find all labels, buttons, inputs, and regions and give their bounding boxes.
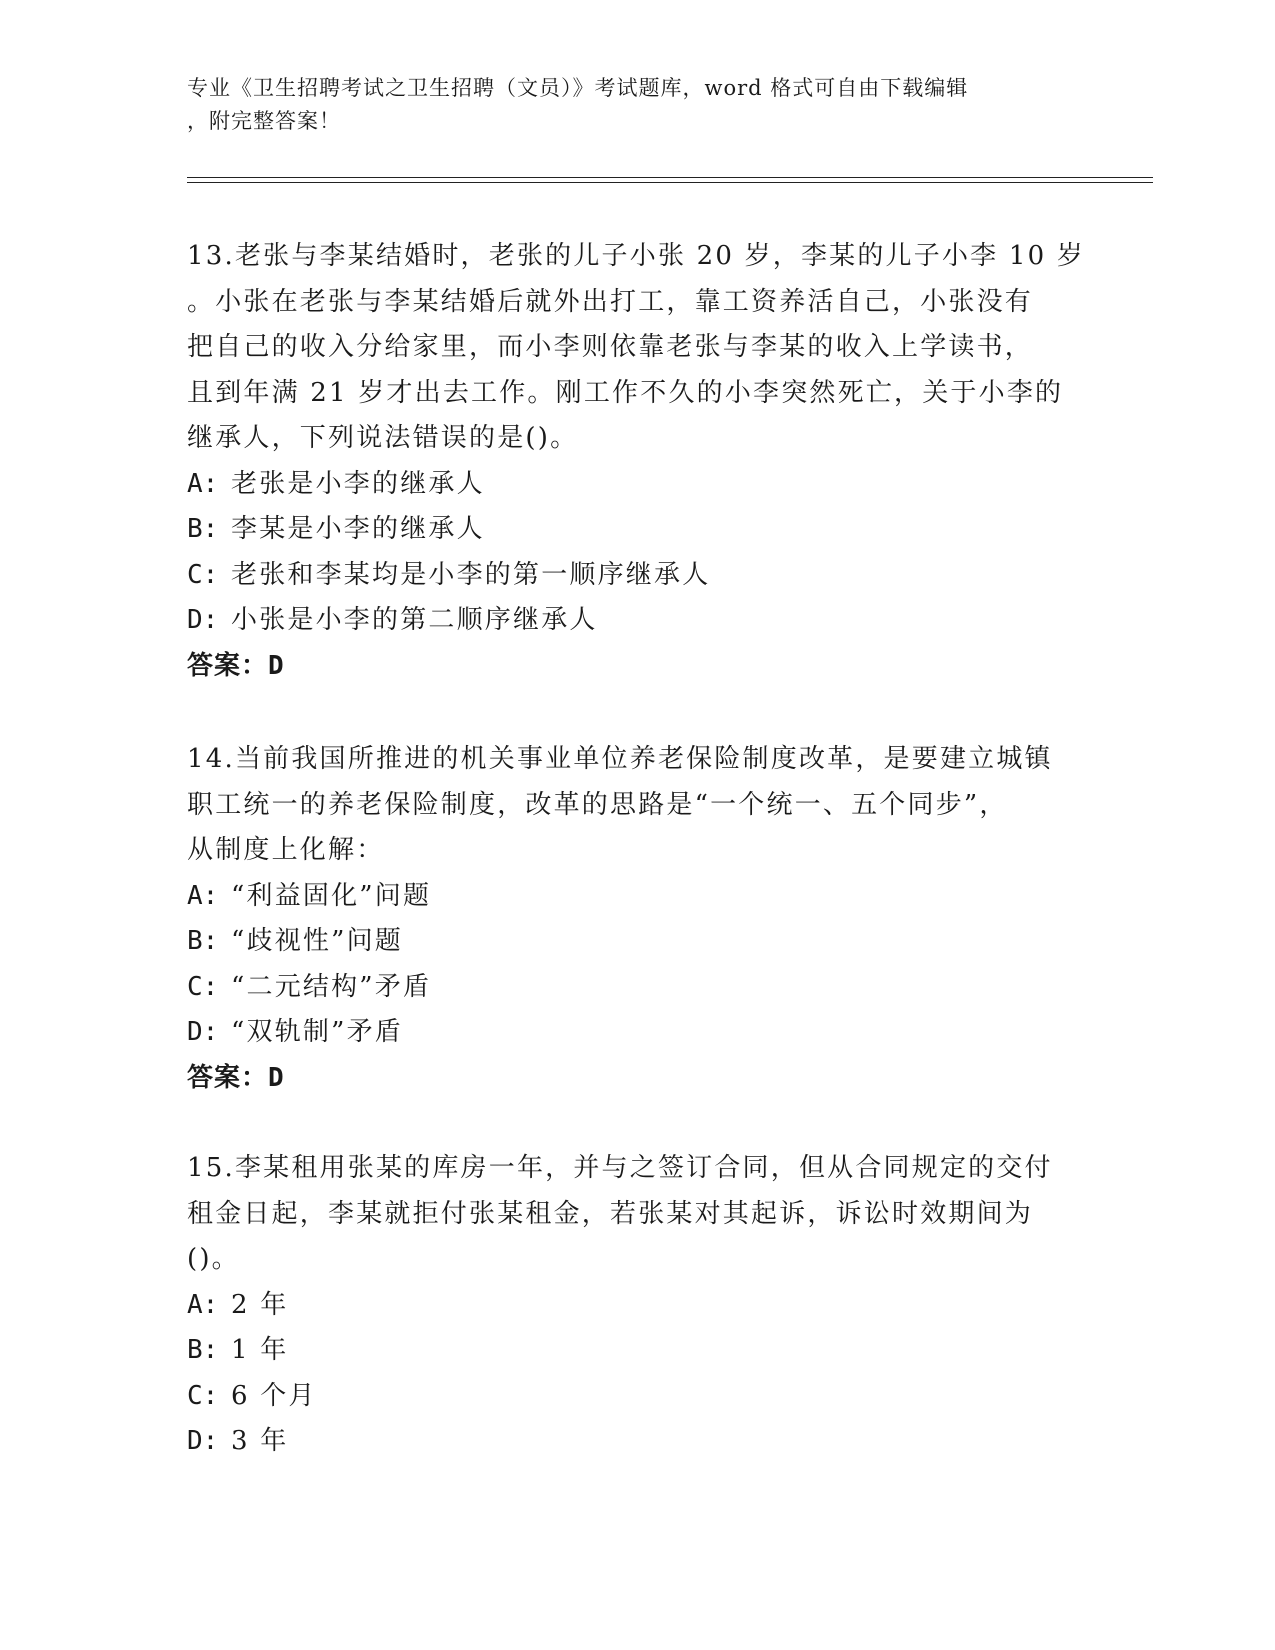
option-letter: D: <box>187 1426 219 1456</box>
option-letter: A: <box>187 1289 219 1320</box>
option-d <box>187 1419 1087 1465</box>
option-letter: D: <box>187 605 219 635</box>
option-text: “双轨制”矛盾 <box>231 1017 403 1047</box>
option-a <box>187 874 1087 920</box>
option-d <box>187 1010 1087 1056</box>
option-d <box>187 598 1087 644</box>
option-text: 1 年 <box>231 1335 289 1365</box>
answer-value: D <box>268 650 285 681</box>
option-letter: A: <box>187 468 219 499</box>
option-c <box>187 965 1087 1011</box>
option-a <box>187 462 1087 508</box>
question-13 <box>187 234 1087 689</box>
header-divider-top <box>187 177 1153 178</box>
question-15 <box>187 1146 1087 1465</box>
question-stem: 14.当前我国所推进的机关事业单位养老保险制度改革，是要建立城镇 职工统一的养老保险制度，改革的思路是“一个统一、五个同步”， 从制度上化解： <box>187 744 1053 865</box>
option-text: 3 年 <box>231 1426 289 1456</box>
header-divider-bottom <box>187 182 1153 183</box>
question-14 <box>187 737 1087 1101</box>
option-letter: A: <box>187 880 219 911</box>
question-stem: 15.李某租用张某的库房一年，并与之签订合同，但从合同规定的交付 租金日起，李某就拒付张某租金，若张某对其起诉，诉讼时效期间为 ()。 <box>187 1153 1053 1274</box>
option-letter: C: <box>187 559 219 590</box>
option-text: 小张是小李的第二顺序继承人 <box>231 605 598 635</box>
answer-line <box>187 644 1087 690</box>
option-letter: D: <box>187 1017 219 1047</box>
option-letter: B: <box>187 926 219 956</box>
option-b <box>187 1328 1087 1374</box>
document-header: 专业《卫生招聘考试之卫生招聘（文员）》考试题库，word 格式可自由下载编辑 ，附完整答案！ <box>187 76 969 133</box>
option-b <box>187 919 1087 965</box>
option-text: “利益固化”问题 <box>231 880 432 911</box>
option-letter: B: <box>187 1335 219 1365</box>
answer-line <box>187 1056 1087 1102</box>
question-stem: 13.老张与李某结婚时，老张的儿子小张 20 岁，李某的儿子小李 10 岁 。小张在老张与李某结婚后就外出打工，靠工资养活自己，小张没有 把自己的收入分给家里，而小李则依靠老张与李某的收入上学读书， 且到年满 21 岁才出去工作。刚工作不久的小李突然死亡，关于小李的 继承人，下列说法错误的是()。 <box>187 241 1085 453</box>
option-b <box>187 507 1087 553</box>
option-letter: C: <box>187 971 219 1002</box>
option-c <box>187 553 1087 599</box>
option-text: “歧视性”问题 <box>231 926 403 956</box>
option-text: 老张和李某均是小李的第一顺序继承人 <box>231 559 711 590</box>
option-text: 老张是小李的继承人 <box>231 468 485 499</box>
option-letter: B: <box>187 514 219 544</box>
option-text: 李某是小李的继承人 <box>231 514 485 544</box>
option-letter: C: <box>187 1380 219 1411</box>
answer-label: 答案： <box>187 1062 269 1093</box>
option-a <box>187 1283 1087 1329</box>
option-c <box>187 1374 1087 1420</box>
option-text: “二元结构”矛盾 <box>231 971 432 1002</box>
answer-label: 答案： <box>187 650 269 681</box>
option-text: 2 年 <box>231 1289 289 1320</box>
option-text: 6 个月 <box>231 1380 317 1411</box>
answer-value: D <box>268 1062 285 1093</box>
